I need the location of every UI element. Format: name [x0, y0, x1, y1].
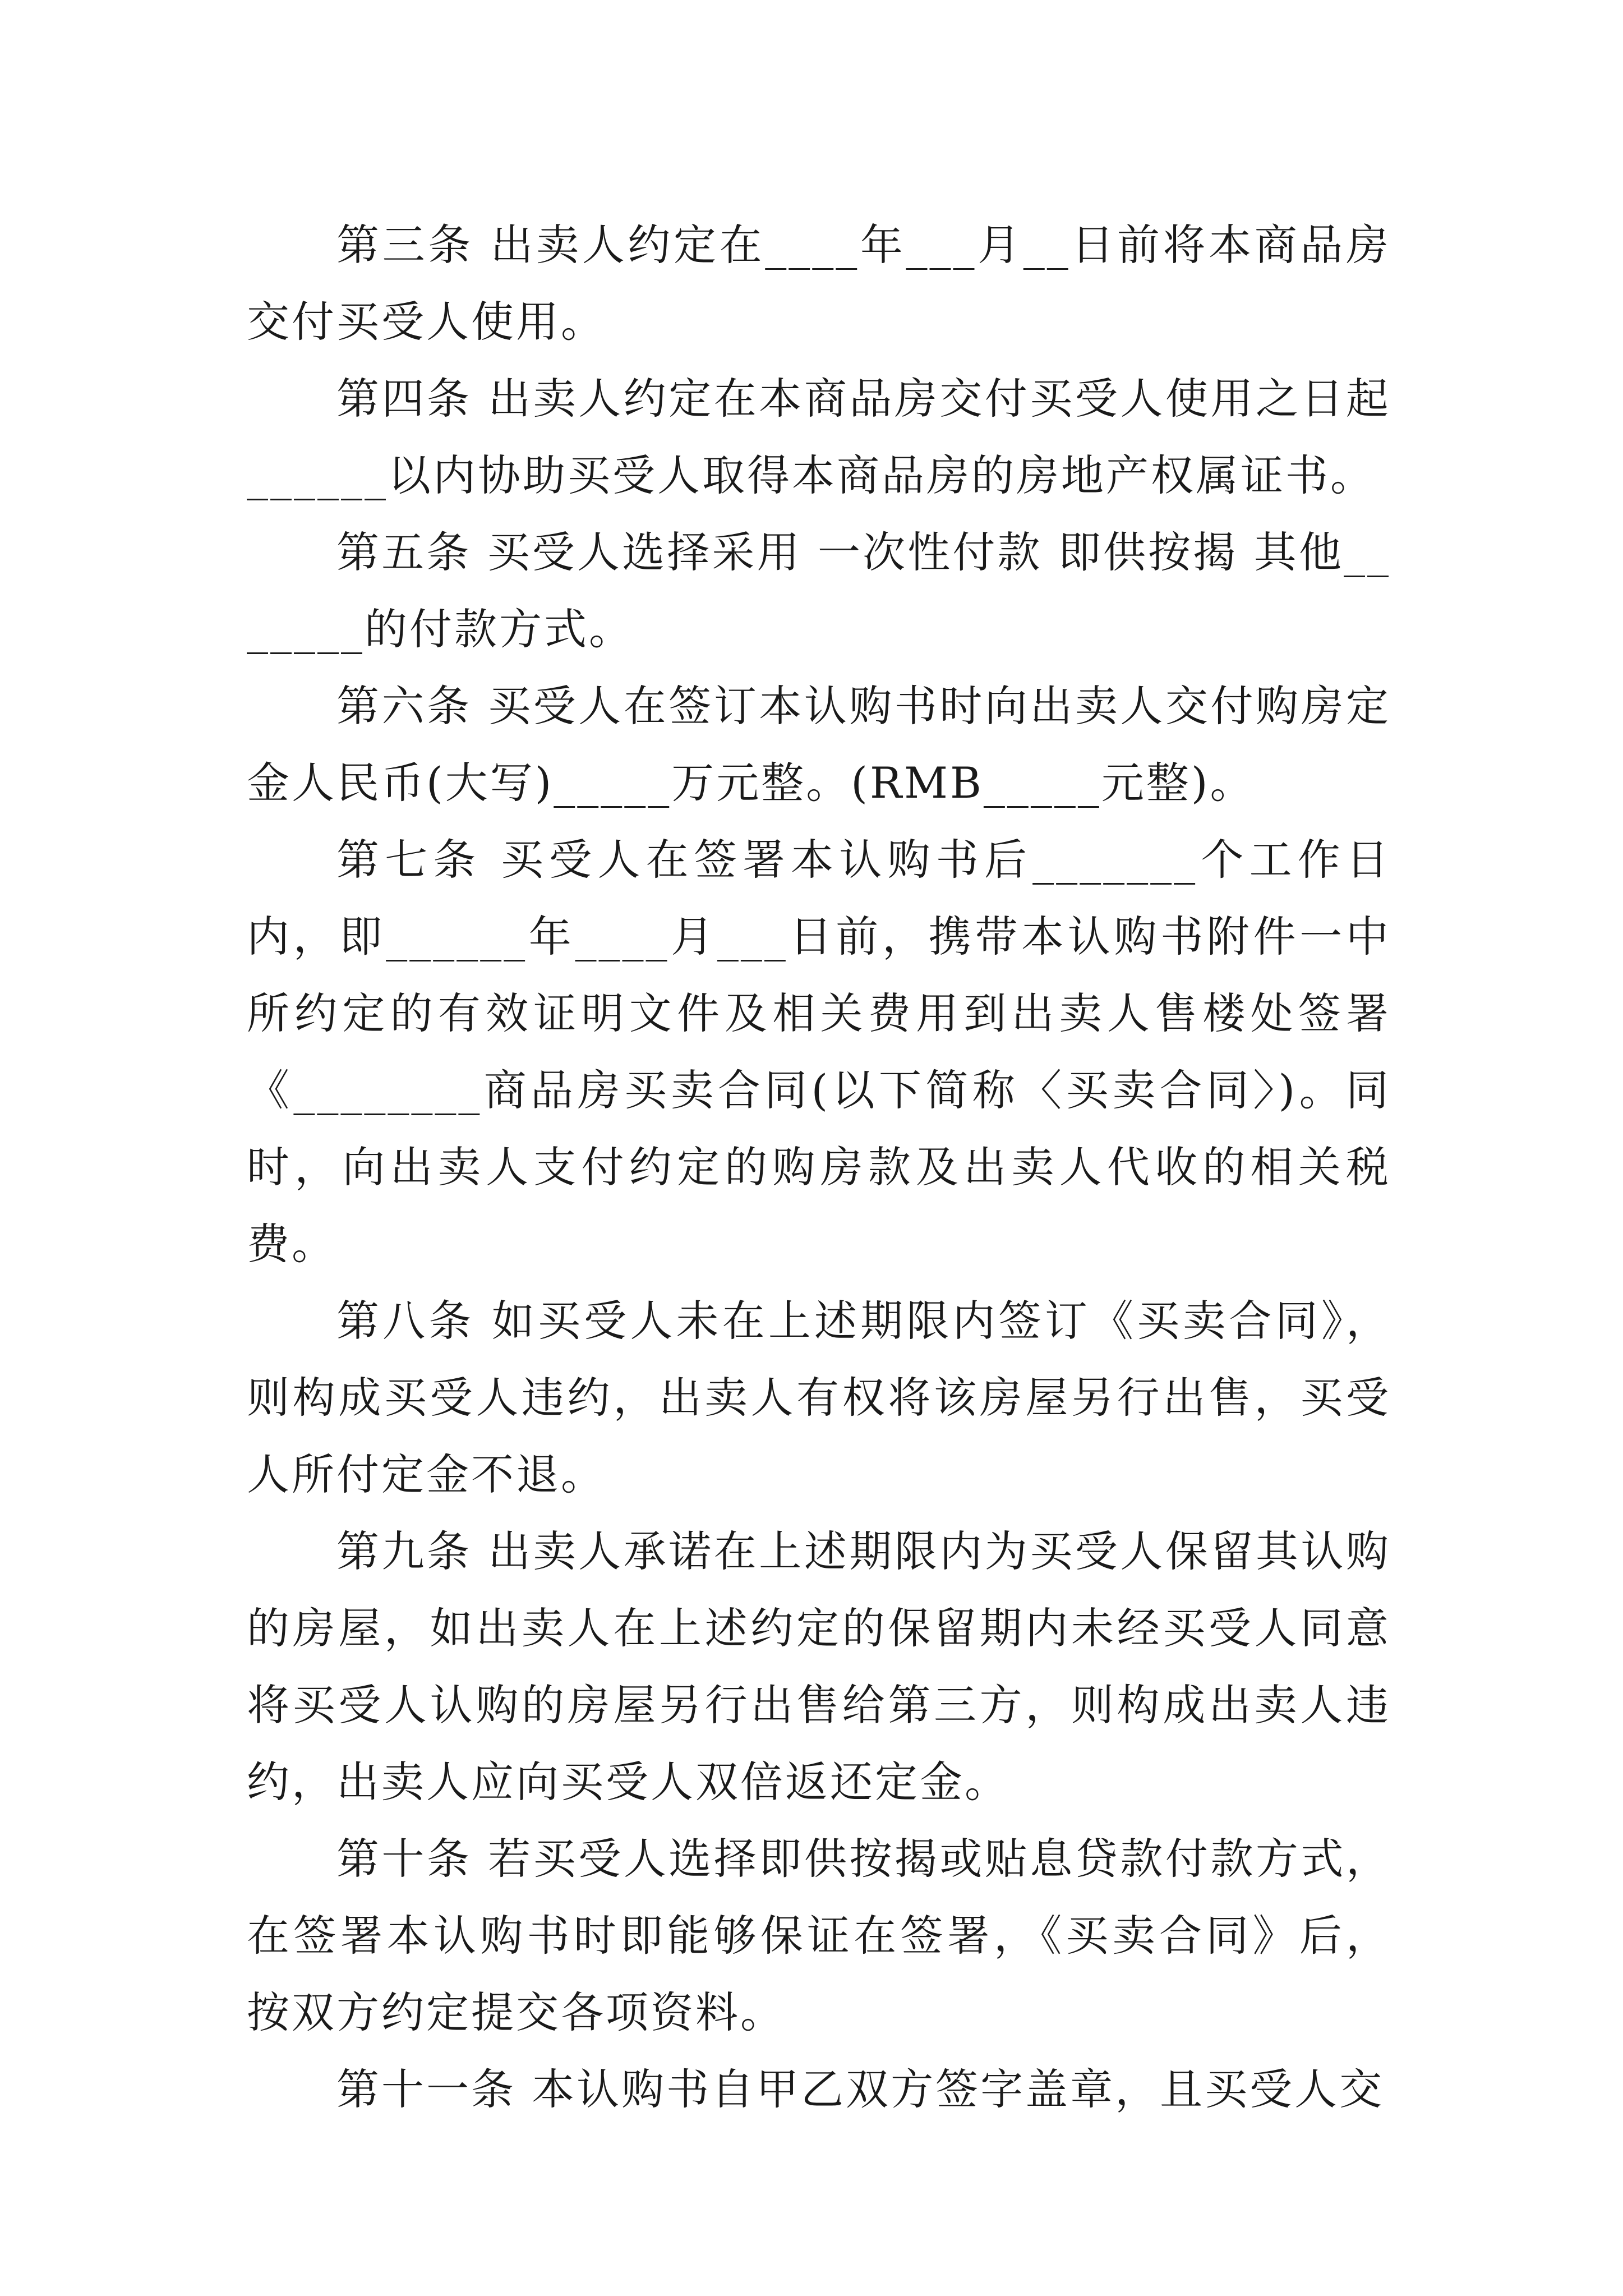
article-5-paragraph: 第五条 买受人选择采用 一次性付款 即供按揭 其他_______的付款方式。 — [247, 527, 1391, 654]
article-8-paragraph: 第八条 如买受人未在上述期限内签订《买卖合同》，则构成买受人违约，出卖人有权将该房屋另行出售，买受人所付定金不退。 — [247, 1296, 1391, 1499]
article-4-paragraph: 第四条 出卖人约定在本商品房交付买受人使用之日起______以内协助买受人取得本商品房的房地产权属证书。 — [247, 374, 1391, 500]
contract-body — [247, 206, 1391, 2128]
article-9-paragraph: 第九条 出卖人承诺在上述期限内为买受人保留其认购的房屋，如出卖人在上述约定的保留期内未经买受人同意将买受人认购的房屋另行出售给第三方，则构成出卖人违约，出卖人应向买受人双倍返还定金。 — [247, 1526, 1391, 1807]
article-3-paragraph: 第三条 出卖人约定在____年___月__日前将本商品房交付买受人使用。 — [247, 220, 1391, 347]
article-10-paragraph: 第十条 若买受人选择即供按揭或贴息贷款付款方式，在签署本认购书时即能够保证在签署，《买卖合同》后，按双方约定提交各项资料。 — [247, 1834, 1391, 2037]
article-6-paragraph: 第六条 买受人在签订本认购书时向出卖人交付购房定金人民币(大写)_____万元整。(RMB_____元整)。 — [247, 681, 1391, 808]
article-7-paragraph: 第七条 买受人在签署本认购书后_______个工作日内，即______年____月___日前，携带本认购书附件一中所约定的有效证明文件及相关费用到出卖人售楼处签署《________商品房买卖合同(以下简称〈买卖合同〉)。同时，向出卖人支付约定的购房款及出卖人代收的相关税费。 — [247, 835, 1391, 1269]
article-11-paragraph: 第十一条 本认购书自甲乙双方签字盖章，且买受人交 — [336, 2064, 1385, 2114]
